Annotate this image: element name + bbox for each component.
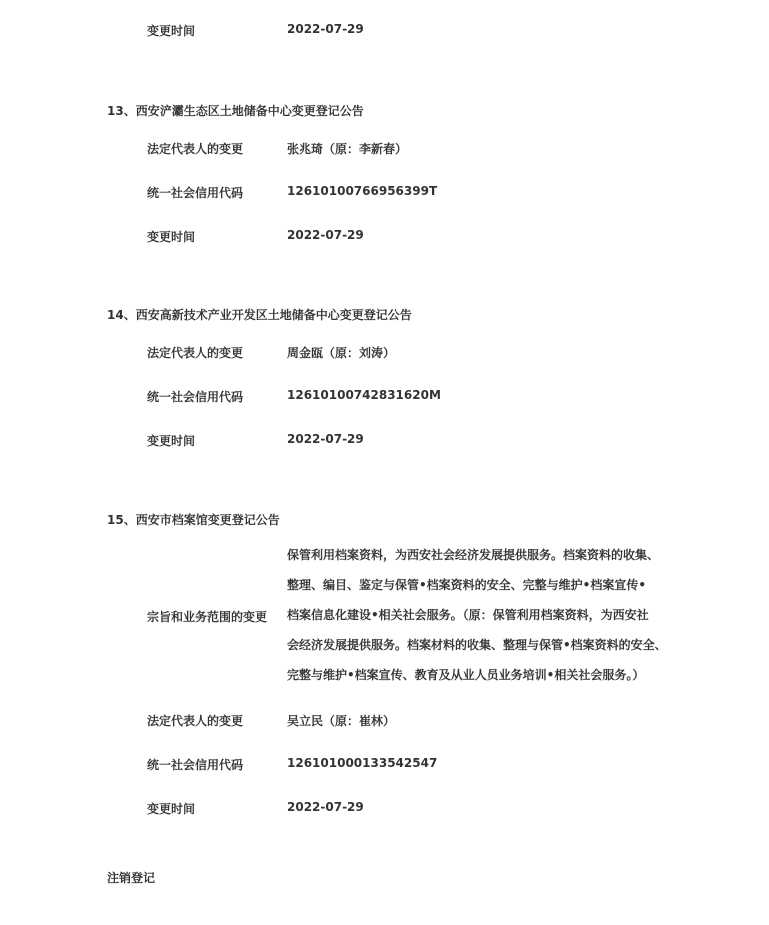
field-value: 张兆琦（原：李新春）: [287, 142, 408, 156]
cancellation-heading: 注销登记: [107, 871, 156, 885]
field-value: 126101000133542547: [287, 756, 438, 770]
section-title: 14、西安高新技术产业开发区土地储备中心变更登记公告: [107, 308, 412, 322]
scope-line: 完整与维护•档案宣传、教育及从业人员业务培训•相关社会服务。）: [287, 668, 645, 682]
field-label: 变更时间: [147, 434, 196, 448]
field-label: 法定代表人的变更: [147, 346, 244, 360]
field-label: 法定代表人的变更: [147, 142, 244, 156]
field-value: 2022-07-29: [287, 432, 364, 446]
field-label: 统一社会信用代码: [147, 758, 244, 772]
record-row-scope-change: [0, 540, 769, 694]
field-value: 2022-07-29: [287, 800, 364, 814]
field-label: 变更时间: [147, 230, 196, 244]
field-label: 变更时间: [147, 24, 196, 38]
field-label: 统一社会信用代码: [147, 186, 244, 200]
section-title: 15、西安市档案馆变更登记公告: [107, 513, 280, 527]
scope-line: 保管利用档案资料，为西安社会经济发展提供服务。档案资料的收集、: [287, 548, 660, 562]
scope-description: [287, 540, 665, 690]
field-value: 12610100742831620M: [287, 388, 441, 402]
field-label: 宗旨和业务范围的变更: [147, 610, 268, 624]
field-label: 变更时间: [147, 802, 196, 816]
field-value: 周金瓯（原：刘涛）: [287, 346, 396, 360]
field-value: 吴立民（原：崔林）: [287, 714, 396, 728]
scope-line: 整理、编目、鉴定与保管•档案资料的安全、完整与维护•档案宣传•: [287, 578, 647, 592]
field-value: 2022-07-29: [287, 22, 364, 36]
field-label: 统一社会信用代码: [147, 390, 244, 404]
scope-line: 档案信息化建设•相关社会服务。（原：保管利用档案资料，为西安社: [287, 608, 649, 622]
field-label: 法定代表人的变更: [147, 714, 244, 728]
section-title: 13、西安浐灞生态区土地储备中心变更登记公告: [107, 104, 364, 118]
scope-line: 会经济发展提供服务。档案材料的收集、整理与保管•档案资料的安全、: [287, 638, 667, 652]
field-value: 2022-07-29: [287, 228, 364, 242]
field-value: 12610100766956399T: [287, 184, 438, 198]
